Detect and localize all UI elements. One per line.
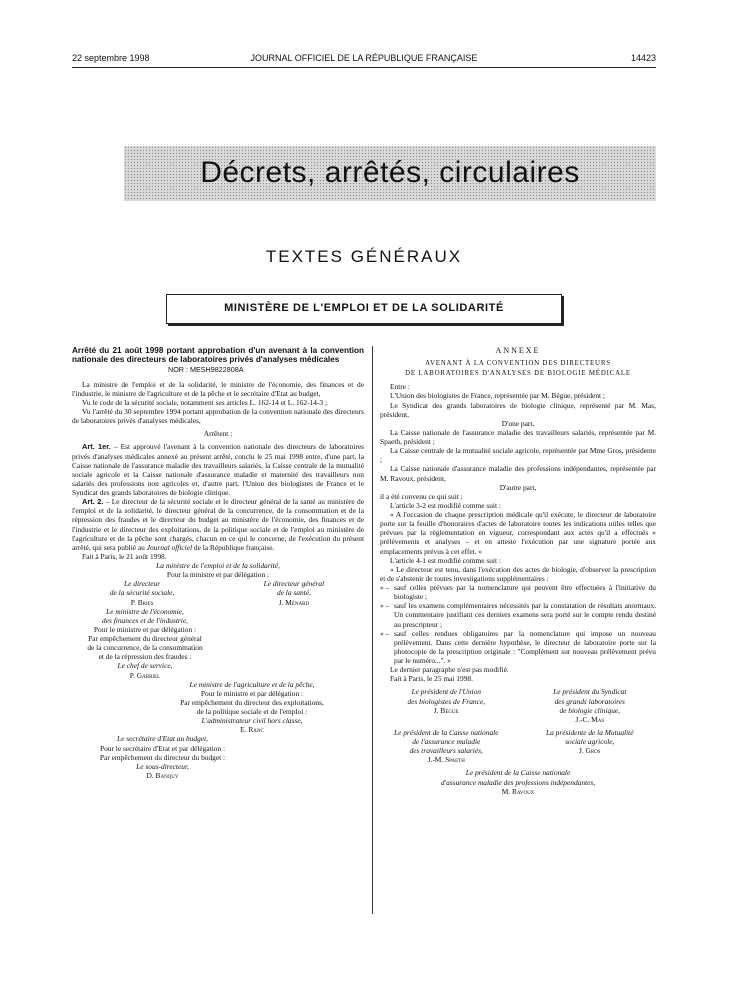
- s5-role2: d'assurance maladie des professions indépendantes,: [440, 777, 596, 787]
- article-3-2: L'article 3-2 est modifié comme suit :: [390, 500, 501, 510]
- bullet-mark: « –: [380, 583, 390, 593]
- section-title: TEXTES GÉNÉRAUX: [265, 247, 463, 266]
- quote-4-1: « Le directeur est tenu, dans l'exécution des actes de biologie, d'observer la prescription et de s'abstenir de toutes investigations supplémentaires :: [380, 564, 656, 583]
- s4-role2: sociale agricole,: [565, 737, 615, 747]
- sig4-name: E. Ranc: [240, 725, 264, 735]
- s1-role2: des biologistes de France,: [407, 696, 486, 706]
- sig4-delegation2: Par empêchement du directeur des exploitations,: [180, 697, 324, 707]
- annex-heading: ANNEXE: [495, 346, 541, 355]
- column-divider: [372, 346, 373, 914]
- sig3-role1: Le ministre de l'économie,: [106, 606, 184, 616]
- sig4-block: [152, 680, 352, 735]
- right-column: [380, 346, 656, 796]
- annex-subtitle-1: AVENANT À LA CONVENTION DES DIRECTEURS: [425, 360, 611, 368]
- sig3-delegation2: Par empêchement du directeur général: [88, 634, 202, 644]
- sig5-sous: Le sous-directeur,: [136, 761, 189, 771]
- sig3-delegation4: et de la répression des fraudes :: [98, 652, 192, 662]
- preamble-ministers: La ministre de l'emploi et de la solidarité, le ministre de l'économie, des finances et de l'industrie, le ministre de l'agriculture et de la pêche et le secrétaire d'Etat au budget,: [72, 379, 364, 398]
- article-4-1: L'article 4-1 est modifié comme suit :: [390, 555, 501, 565]
- header-page-number: 14423: [630, 53, 656, 63]
- sig4-delegation: Pour le ministre et par délégation :: [200, 688, 304, 698]
- sig5-delegation2: Par empêchement du directeur du budget :: [99, 752, 226, 762]
- sig3-role2: des finances et de l'industrie,: [102, 615, 188, 625]
- article-2: [72, 497, 364, 552]
- s2-role3: de biologie clinique,: [559, 705, 621, 715]
- sig4-role: Le ministre de l'agriculture et de la pêche,: [189, 679, 315, 689]
- sig2a-name: P. Bries: [130, 597, 154, 607]
- bullet-text: sauf celles prévues par la nomenclature qui peuvent être effectuées à l'initiative du biologiste ;: [394, 583, 656, 602]
- sig3-name: P. Gabriel: [129, 670, 161, 680]
- article-1-label: Art. 1er.: [82, 442, 111, 452]
- entre: Entre :: [390, 382, 410, 392]
- left-column: [72, 346, 364, 780]
- s2-role1: Le président du Syndicat: [553, 687, 627, 697]
- sig3-block: [72, 607, 218, 680]
- banner-title: Décrets, arrêtés, circulaires: [200, 156, 580, 189]
- article-2-end: de la République française.: [192, 542, 275, 552]
- bullet-text: sauf celles rendues obligatoires par la nomenclature qui impose un nouveau prélèvement. Dans cette dernière hypothèse, le directeur de laboratoire porte sur la photocopie de la prescription originale : "Complément sur nouveau prélèvement prévu par le numéro...". »: [394, 628, 656, 666]
- party-ccmsa: La Caisse centrale de la mutualité sociale agricole, représentée par Mme Gros, présidente ;: [380, 446, 656, 465]
- s2-name: J.-C. Mas: [575, 714, 605, 724]
- sig2b-role1: Le directeur général: [263, 579, 325, 589]
- dernier-paragraphe: Le dernier paragraphe n'est pas modifié.: [390, 665, 509, 675]
- sig2b-role2: de la santé,: [276, 588, 311, 598]
- sig2-row: [72, 579, 364, 606]
- fait-date: Fait à Paris, le 21 août 1998.: [82, 551, 167, 561]
- quote-3-2: « A l'occasion de chaque prescription médicale qu'il exécute, le directeur de laboratoire porte sur la feuille d'honoraires d'actes de laboratoire toutes les indications utiles telles que prévues par la réglementation en vigueur, correspondant aux actes qu'il a effectués « prélèvements et analyses – et en atteste l'exécution par une signature portée aux emplacements prévus à cet effet. »: [380, 510, 656, 556]
- dautre-part: D'autre part,: [499, 482, 537, 492]
- party-canam: La Caisse nationale d'assurance maladie des professions indépendantes, représentée par M. Ravoux, président,: [380, 464, 656, 483]
- convenu: il a été convenu ce qui suit :: [380, 491, 463, 501]
- sig5-role: Le secrétaire d'Etat au budget,: [117, 734, 209, 744]
- s3-role3: des travailleurs salariés,: [409, 746, 483, 756]
- article-1-text: – Est approuvé l'avenant à la convention nationale des directeurs de laboratoires privés d'analyses médicales annexé au présent arrêté, conclu le 25 mai 1998 entre, d'une part, la Caisse nationale de l'assurance maladie des travailleurs salariés, la Caisse centrale de la mutualité sociale agricole et la Caisse nationale d'assurance maladie et maternité des travailleurs non salariés des professions non agricoles et, d'autre part, l'Union des biologistes de France et le Syndicat des grands laboratoires de biologie clinique.: [72, 442, 364, 498]
- arretent: Arrêtent :: [203, 429, 233, 439]
- visa-arrete: Vu l'arrêté du 30 septembre 1994 portant approbation de la convention nationale des directeurs de laboratoires privés d'analyses médicales,: [72, 407, 364, 426]
- party-cnamts: La Caisse nationale de l'assurance maladie des travailleurs salariés, représentée par M. Spaeth, président ;: [380, 427, 656, 447]
- nor-reference: NOR : MESH9822808A: [168, 364, 244, 374]
- list-item: [380, 629, 656, 666]
- sig2b-name: J. Ménard: [278, 597, 310, 607]
- annex-sig-row-1: [380, 687, 656, 724]
- sig1-role: La ministre de l'emploi et de la solidarité,: [156, 561, 280, 571]
- article-1: [72, 442, 364, 497]
- bullet-text: sauf les examens complémentaires nécessités par la constatation de résultats anormaux. Un commentaire justifiant ces derniers examens sera porté sur le compte rendu destiné au prescripteur ;: [394, 601, 656, 629]
- sig4-delegation3: de la politique sociale et de l'emploi :: [196, 707, 308, 717]
- list-item: [380, 601, 656, 628]
- running-head: [72, 53, 656, 67]
- s5-role1: Le président de la Caisse nationale: [465, 768, 571, 778]
- article-2-text: – Le directeur de la sécurité sociale et le directeur général de la santé au ministère de l'emploi et de la solidarité, le directeur général de la concurrence, de la consommation et de la répression des fraudes et le directeur du budget au ministère de l'économie, des finances et de l'industrie et le directeur des exploitations, de la politique sociale et de l'emploi au ministère de l'agriculture et de la pêche sont chargés, chacun en ce qui le concerne, de l'exécution du présent arrêté, qui sera publié au: [72, 497, 364, 552]
- sig3-delegation: Pour le ministre et par délégation :: [93, 624, 197, 634]
- s3-name: J.-M. Spaeth: [427, 755, 465, 765]
- annex-fait: Fait à Paris, le 25 mai 1998.: [390, 674, 473, 684]
- bullet-mark: « –: [380, 601, 390, 611]
- visa-code: Vu le code de la sécurité sociale, notamment ses articles L. 162-14 et L. 162-14-3 ;: [82, 397, 328, 407]
- sig2a-role2: de la sécurité sociale,: [109, 588, 175, 598]
- header-journal: JOURNAL OFFICIEL DE LA RÉPUBLIQUE FRANÇAISE: [250, 53, 478, 63]
- bullet-mark: « –: [380, 628, 390, 638]
- sig4-admin: L'administrateur civil hors classe,: [201, 716, 303, 726]
- sig5-block: [72, 734, 253, 780]
- sig3-chef: Le chef de service,: [117, 661, 173, 671]
- s3-role1: Le président de la Caisse nationale: [393, 727, 499, 737]
- article-2-jo: Journal officiel: [146, 542, 193, 552]
- s1-name: J. Bègue: [433, 705, 459, 715]
- party-ubf: L'Union des biologistes de France, représentée par M. Bègue, président ;: [390, 391, 605, 401]
- s1-role1: Le président de l'Union: [411, 687, 481, 697]
- s5-name: M. Ravoux: [501, 786, 535, 796]
- annex-subtitle-2: DE LABORATOIRES D'ANALYSES DE BIOLOGIE MÉDICALE: [405, 369, 631, 377]
- dune-part: D'une part,: [501, 418, 535, 428]
- s4-name: J. Gros: [578, 746, 601, 756]
- party-syndicat: Le Syndicat des grands laboratoires de biologie clinique, représenté par M. Mas, président,: [380, 400, 656, 419]
- decree-title: Arrêté du 21 août 1998 portant approbation d'un avenant à la convention nationale des directeurs de laboratoires privés d'analyses médicales: [72, 346, 364, 365]
- s3-role2: de l'assurance maladie: [412, 737, 481, 747]
- header-rule: [72, 67, 656, 68]
- list-item: [380, 583, 656, 601]
- s4-role1: La présidente de la Mutualité: [546, 727, 634, 737]
- sig5-name: D. Banquy: [146, 770, 179, 780]
- sig1-delegation: Pour la ministre et par délégation :: [166, 570, 270, 580]
- sig2a-role1: Le directeur: [124, 579, 161, 589]
- article-2-label: Art. 2.: [82, 497, 104, 507]
- ministry-name: MINISTÈRE DE L'EMPLOI ET DE LA SOLIDARITÉ: [224, 302, 504, 314]
- sig5-delegation: Pour le secrétaire d'Etat et par délégation :: [99, 743, 226, 753]
- annex-sig-row-2: [380, 728, 656, 765]
- sig3-delegation3: de la concurrence, de la consommation: [87, 643, 203, 653]
- s2-role2: des grands laboratoires: [554, 696, 625, 706]
- header-date: 22 septembre 1998: [72, 53, 150, 63]
